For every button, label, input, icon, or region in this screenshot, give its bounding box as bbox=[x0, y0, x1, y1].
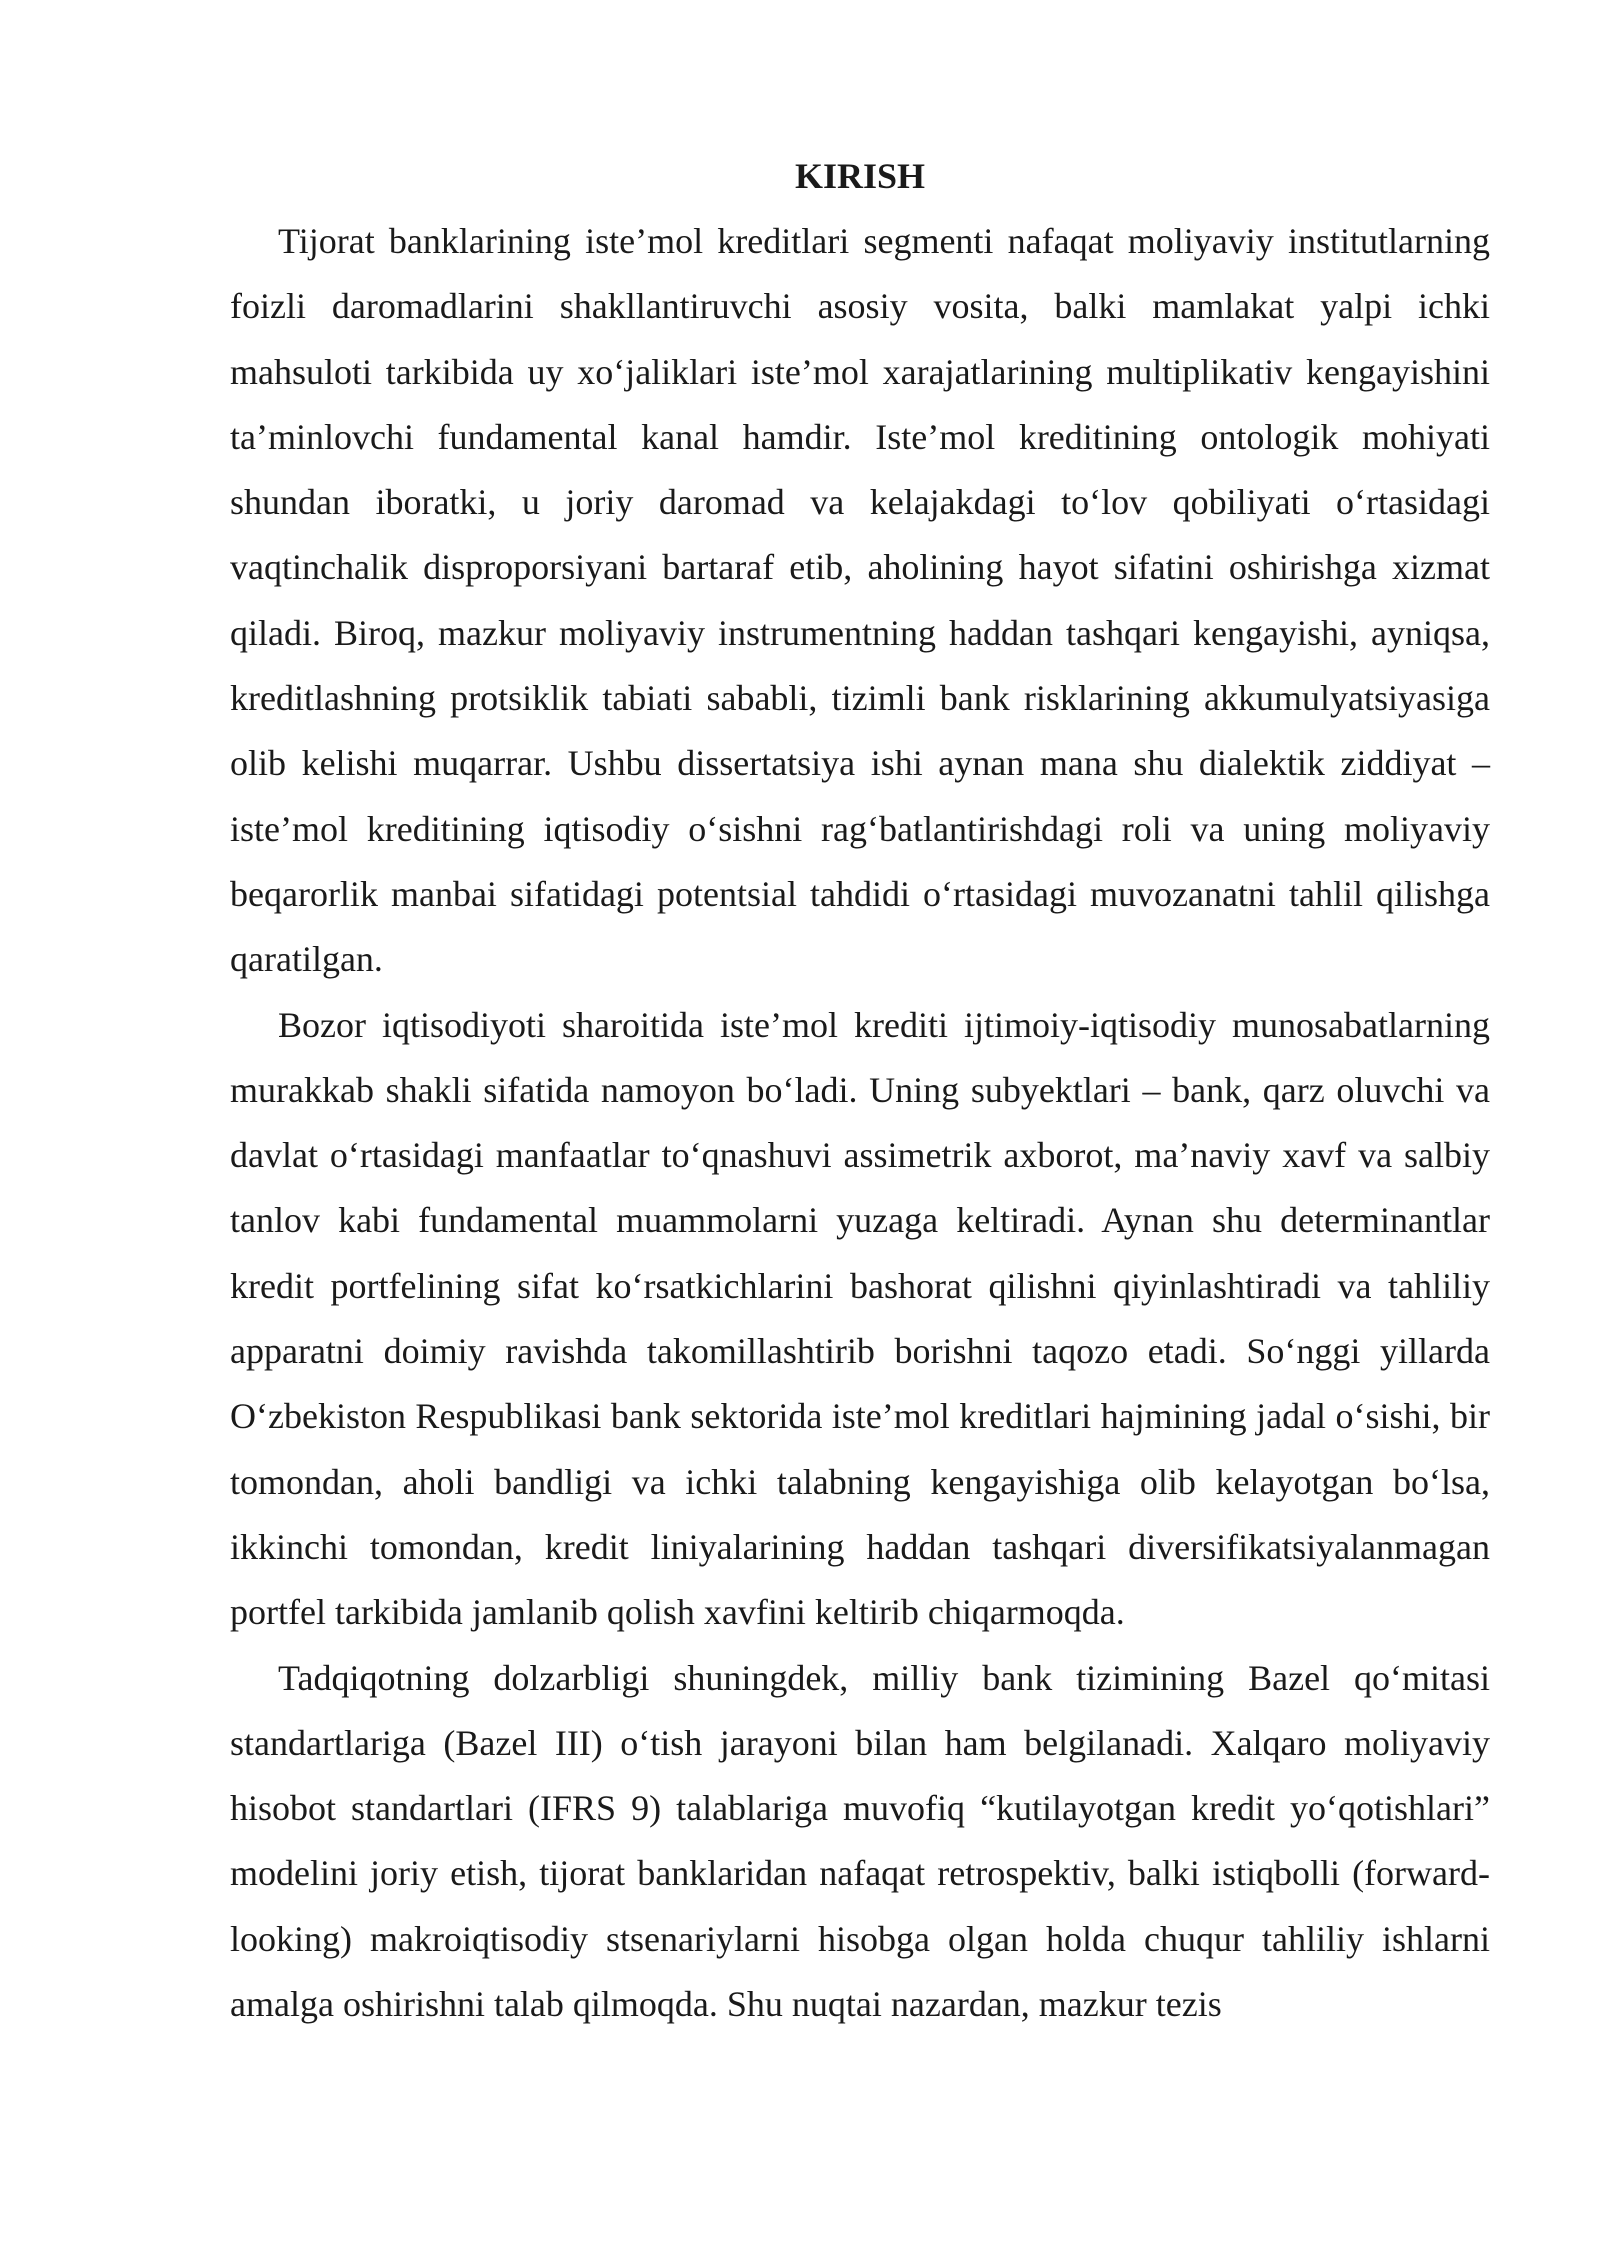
paragraph-3: Tadqiqotning dolzarbligi shuningdek, milliy bank tizimining Bazel qo‘mitasi standartlariga (Bazel III) o‘tish jarayoni bilan ham belgilanadi. Xalqaro moliyaviy hisobot standartlari (IFRS 9) talablariga muvofiq “kutilayotgan kredit yo‘qotishlari” modelini joriy etish, tijorat banklaridan nafaqat retrospektiv, balki istiqbolli (forward-looking) makroiqtisodiy stsenariylarni hisobga olgan holda chuqur tahliliy ishlarni amalga oshirishni talab qilmoqda. Shu nuqtai nazardan, mazkur tezis bbox=[230, 1657, 1490, 2025]
page-title: KIRISH bbox=[794, 156, 926, 196]
paragraph-2: Bozor iqtisodiyoti sharoitida iste’mol krediti ijtimoiy-iqtisodiy munosabatlarning murakkab shakli sifatida namoyon bo‘ladi. Uning subyektlari – bank, qarz oluvchi va davlat o‘rtasidagi manfaatlar to‘qnashuvi assimetrik axborot, ma’naviy xavf va salbiy tanlov kabi fundamental muammolarni yuzaga keltiradi. Aynan shu determinantlar kredit portfelining sifat ko‘rsatkichlarini bashorat qilishni qiyinlashtiradi va tahliliy apparatni doimiy ravishda takomillashtirib borishni taqozo etadi. So‘nggi yillarda O‘zbekiston Respublikasi bank sektorida iste’mol kreditlari hajmining jadal o‘sishi, bir tomondan, aholi bandligi va ichki talabning kengayishiga olib kelayotgan bo‘lsa, ikkinchi tomondan, kredit liniyalarining haddan tashqari diversifikatsiyalanmagan portfel tarkibida jamlanib qolish xavfini keltirib chiqarmoqda. bbox=[230, 1004, 1490, 1633]
paragraph-1: Tijorat banklarining iste’mol kreditlari segmenti nafaqat moliyaviy institutlarning foizli daromadlarini shakllantiruvchi asosiy vosita, balki mamlakat yalpi ichki mahsuloti tarkibida uy xo‘jaliklari iste’mol xarajatlarining multiplikativ kengayishini ta’minlovchi fundamental kanal hamdir. Iste’mol kreditining ontologik mohiyati shundan iboratki, u joriy daromad va kelajakdagi to‘lov qobiliyati o‘rtasidagi vaqtinchalik disproporsiyani bartaraf etib, aholining hayot sifatini oshirishga xizmat qiladi. Biroq, mazkur moliyaviy instrumentning haddan tashqari kengayishi, ayniqsa, kreditlashning protsiklik tabiati sababli, tizimli bank risklarining akkumulyatsiyasiga olib kelishi muqarrar. Ushbu dissertatsiya ishi aynan mana shu dialektik ziddiyat – iste’mol kreditining iqtisodiy o‘sishni rag‘batlantirishdagi roli va uning moliyaviy beqarorlik manbai sifatidagi potentsial tahdidi o‘rtasidagi muvozanatni tahlil qilishga qaratilgan. bbox=[230, 221, 1490, 980]
document-body bbox=[230, 148, 1490, 2037]
